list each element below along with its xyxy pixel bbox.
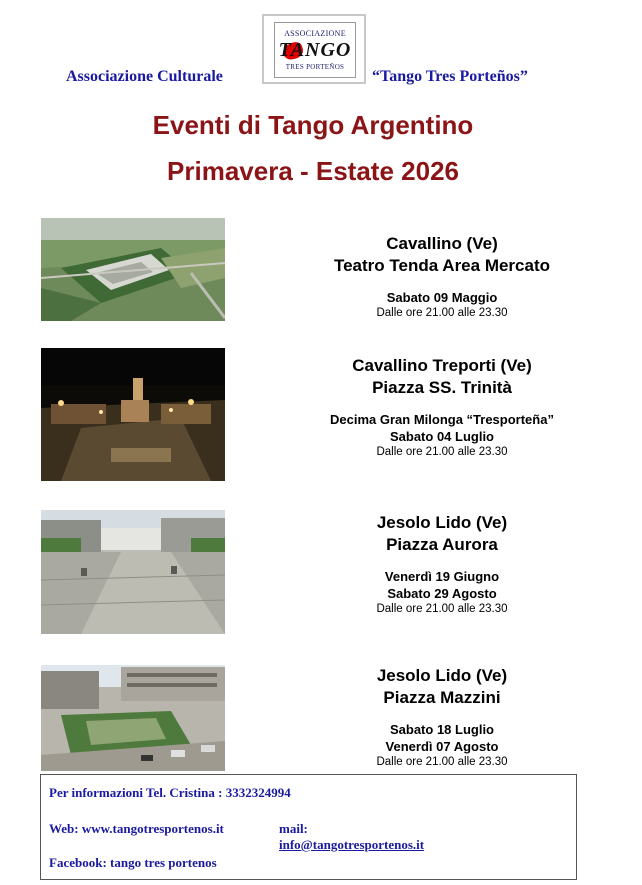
season-title: Primavera - Estate 2026 [167,156,459,186]
logo-top-text: ASSOCIAZIONE [284,29,346,38]
mail-label: mail: [279,821,308,836]
event-place: Cavallino (Ve) [386,234,498,253]
event-venue: Piazza Aurora [386,535,498,554]
event-hours: Dalle ore 21.00 alle 23.30 [376,307,508,319]
event-hours: Dalle ore 21.00 alle 23.30 [376,603,508,615]
photo-cavallino-treporti-night [41,348,225,481]
event-hours: Dalle ore 21.00 alle 23.30 [376,756,508,768]
contact-info-box [40,774,577,880]
event-cavallino [300,233,584,321]
event-jesolo-mazzini [300,665,584,770]
contact-web-row [49,821,425,852]
event-place: Jesolo Lido (Ve) [376,513,508,532]
web-link[interactable]: Web: www.tangotresportenos.it [49,821,224,836]
association-label: Associazione Culturale [66,68,223,85]
logo-bottom-text: TRES PORTEÑOS [285,63,345,71]
photo-piazza-mazzini [41,665,225,771]
event-venue: Piazza Mazzini [383,688,501,707]
contact-phone: Per informazioni Tel. Cristina : 3332324994 [49,785,291,800]
association-name: “Tango Tres Porteños” [372,68,528,85]
event-jesolo-aurora [300,512,584,617]
event-subtitle: Decima Gran Milonga “Tresporteña” [330,412,554,427]
mail-row [279,821,424,853]
mail-link[interactable]: info@tangotresportenos.it [279,837,425,852]
page-title: Eventi di Tango Argentino [152,110,474,140]
event-hours: Dalle ore 21.00 alle 23.30 [376,446,508,458]
event-place: Jesolo Lido (Ve) [376,666,508,685]
facebook-link[interactable]: Facebook: tango tres portenos [49,855,217,870]
event-cavallino-treporti [300,355,584,460]
association-logo [262,14,366,84]
event-date: Sabato 29 Agosto [387,586,497,601]
photo-piazza-aurora [41,510,225,634]
event-place: Cavallino Treporti (Ve) [352,356,532,375]
event-venue: Teatro Tenda Area Mercato [333,256,551,275]
logo-frame [274,22,356,78]
event-date: Sabato 09 Maggio [386,290,498,305]
event-venue: Piazza SS. Trinità [372,378,512,397]
photo-cavallino-market [41,218,225,321]
event-date: Venerdì 07 Agosto [385,739,499,754]
event-date: Sabato 18 Luglio [389,722,494,737]
logo-word: TANGO [278,39,352,61]
event-date: Sabato 04 Luglio [389,429,494,444]
event-date: Venerdì 19 Giugno [384,569,500,584]
